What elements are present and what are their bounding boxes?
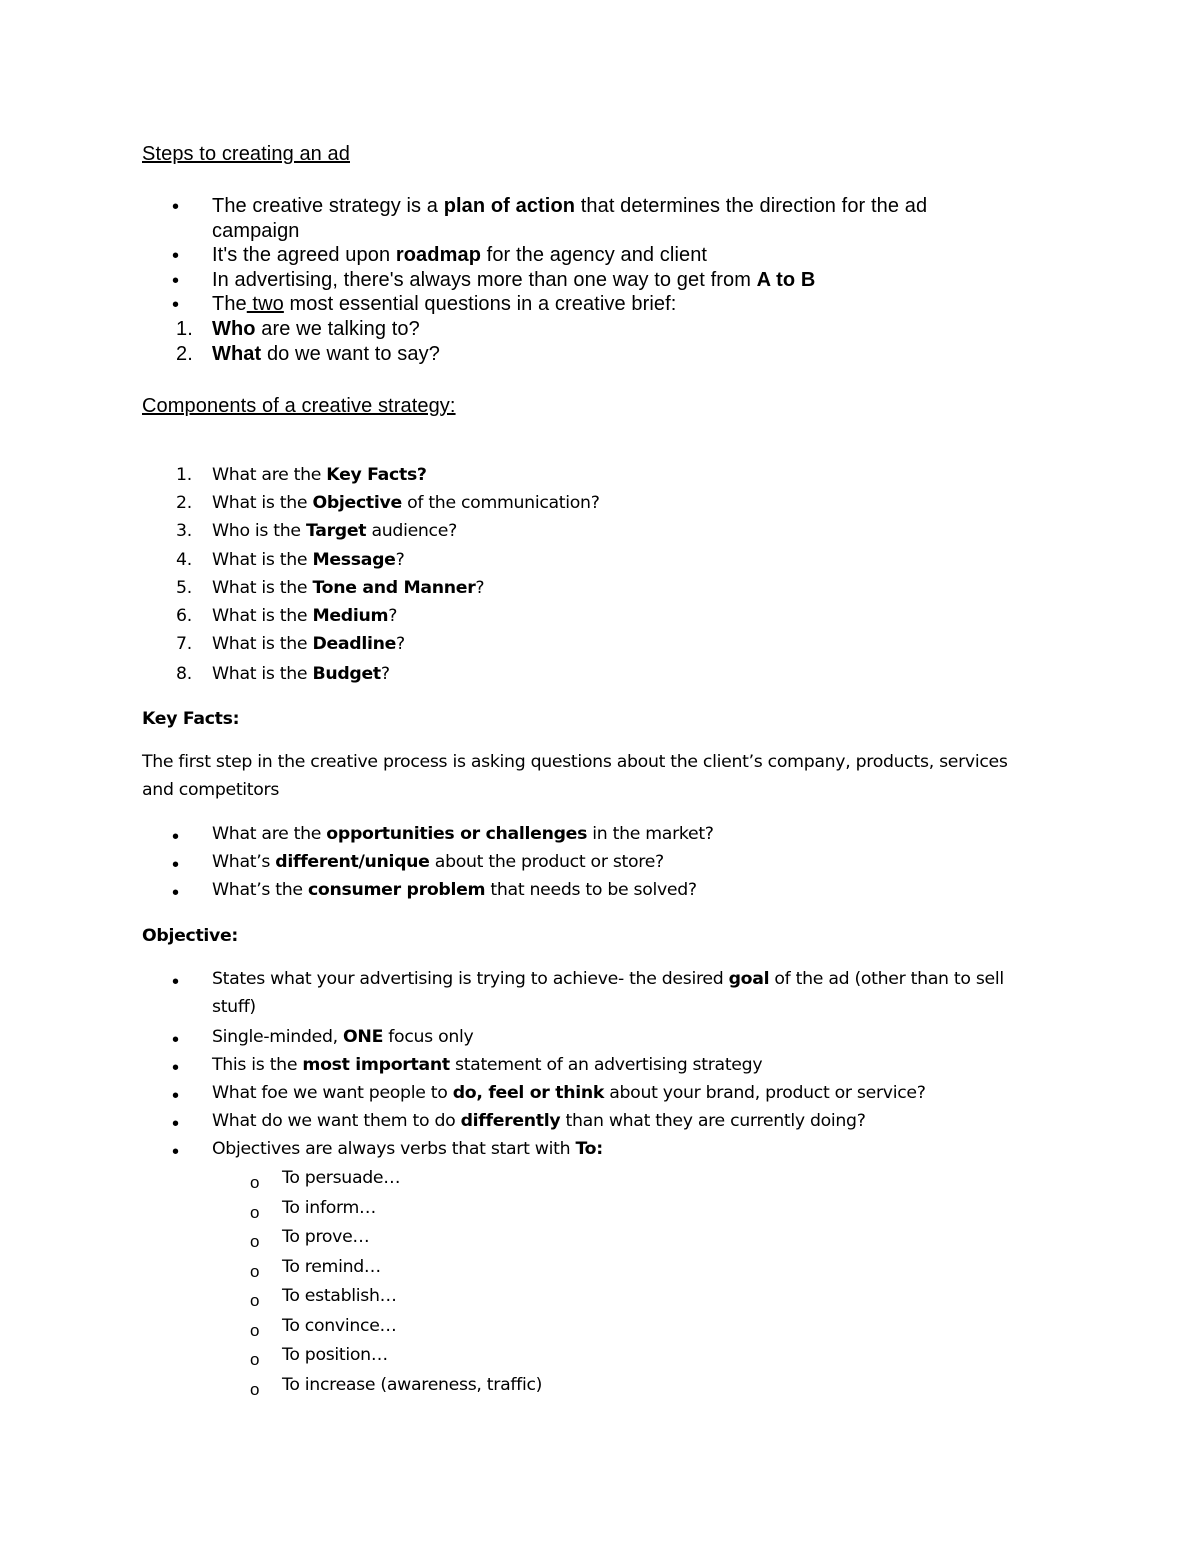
list-item: Single-minded, ONE focus only: [212, 1027, 474, 1047]
sub-list-item: To prove…: [282, 1227, 370, 1247]
circle-bullet-icon: o: [250, 1203, 260, 1222]
circle-bullet-icon: o: [250, 1350, 260, 1369]
sub-list-item: To inform…: [282, 1198, 377, 1218]
bullet-icon: •: [172, 854, 180, 876]
list-number: 7.: [176, 634, 192, 654]
sub-list-item: To position…: [282, 1345, 388, 1365]
list-number: 6.: [176, 606, 192, 626]
bullet-icon: •: [172, 1057, 180, 1079]
list-item: What is the Objective of the communication?: [212, 493, 600, 513]
sub-list-item: To persuade…: [282, 1168, 401, 1188]
list-item: It's the agreed upon roadmap for the agency and client: [212, 244, 708, 266]
circle-bullet-icon: o: [250, 1380, 260, 1399]
list-item: The creative strategy is a plan of action that determines the direction for the ad: [212, 195, 928, 217]
bullet-icon: •: [172, 1141, 180, 1163]
list-item: Who is the Target audience?: [212, 521, 457, 541]
sub-list-item: To remind…: [282, 1257, 381, 1277]
list-item: Objectives are always verbs that start with To:: [212, 1139, 603, 1159]
circle-bullet-icon: o: [250, 1262, 260, 1281]
list-item-continuation: stuff): [212, 997, 256, 1017]
list-number: 1.: [176, 318, 193, 340]
bullet-icon: •: [172, 294, 180, 316]
list-item: What are the Key Facts?: [212, 465, 427, 485]
bullet-icon: •: [172, 971, 180, 993]
list-item: What’s the consumer problem that needs to be solved?: [212, 880, 697, 900]
list-item: States what your advertising is trying to achieve- the desired goal of the ad (other than to sell: [212, 969, 1004, 989]
list-number: 2.: [176, 493, 192, 513]
list-item: What is the Medium?: [212, 606, 398, 626]
bullet-icon: •: [172, 196, 180, 218]
list-item: What is the Deadline?: [212, 634, 405, 654]
list-item: In advertising, there's always more than one way to get from A to B: [212, 269, 816, 291]
paragraph-line: and competitors: [142, 780, 280, 800]
list-item: What do we want to say?: [212, 343, 440, 365]
list-number: 8.: [176, 664, 192, 684]
key-facts-heading: Key Facts:: [142, 709, 240, 729]
list-item: What do we want them to do differently than what they are currently doing?: [212, 1111, 866, 1131]
section-heading-steps: Steps to creating an ad: [142, 143, 350, 165]
circle-bullet-icon: o: [250, 1321, 260, 1340]
list-number: 4.: [176, 550, 192, 570]
bullet-icon: •: [172, 1029, 180, 1051]
circle-bullet-icon: o: [250, 1291, 260, 1310]
sub-list-item: To increase (awareness, traffic): [282, 1375, 543, 1395]
circle-bullet-icon: o: [250, 1232, 260, 1251]
bullet-icon: •: [172, 1085, 180, 1107]
list-item: What is the Tone and Manner?: [212, 578, 485, 598]
list-item: What are the opportunities or challenges in the market?: [212, 824, 714, 844]
section-heading-components: Components of a creative strategy:: [142, 395, 456, 417]
list-item: What’s different/unique about the product or store?: [212, 852, 664, 872]
sub-list-item: To establish…: [282, 1286, 397, 1306]
bullet-icon: •: [172, 1113, 180, 1135]
bullet-icon: •: [172, 245, 180, 267]
list-item: What is the Message?: [212, 550, 405, 570]
circle-bullet-icon: o: [250, 1173, 260, 1192]
objective-heading: Objective:: [142, 926, 239, 946]
bullet-icon: •: [172, 826, 180, 848]
list-number: 2.: [176, 343, 193, 365]
list-number: 3.: [176, 521, 192, 541]
list-item: This is the most important statement of an advertising strategy: [212, 1055, 763, 1075]
paragraph-line: The first step in the creative process is asking questions about the client’s company, products, services: [142, 752, 1008, 772]
sub-list-item: To convince…: [282, 1316, 397, 1336]
bullet-icon: •: [172, 882, 180, 904]
list-item: The two most essential questions in a creative brief:: [212, 293, 677, 315]
list-item: What is the Budget?: [212, 664, 390, 684]
list-item: What foe we want people to do, feel or think about your brand, product or service?: [212, 1083, 926, 1103]
list-item-continuation: campaign: [212, 220, 300, 242]
list-item: Who are we talking to?: [212, 318, 420, 340]
list-number: 5.: [176, 578, 192, 598]
bullet-icon: •: [172, 270, 180, 292]
list-number: 1.: [176, 465, 192, 485]
